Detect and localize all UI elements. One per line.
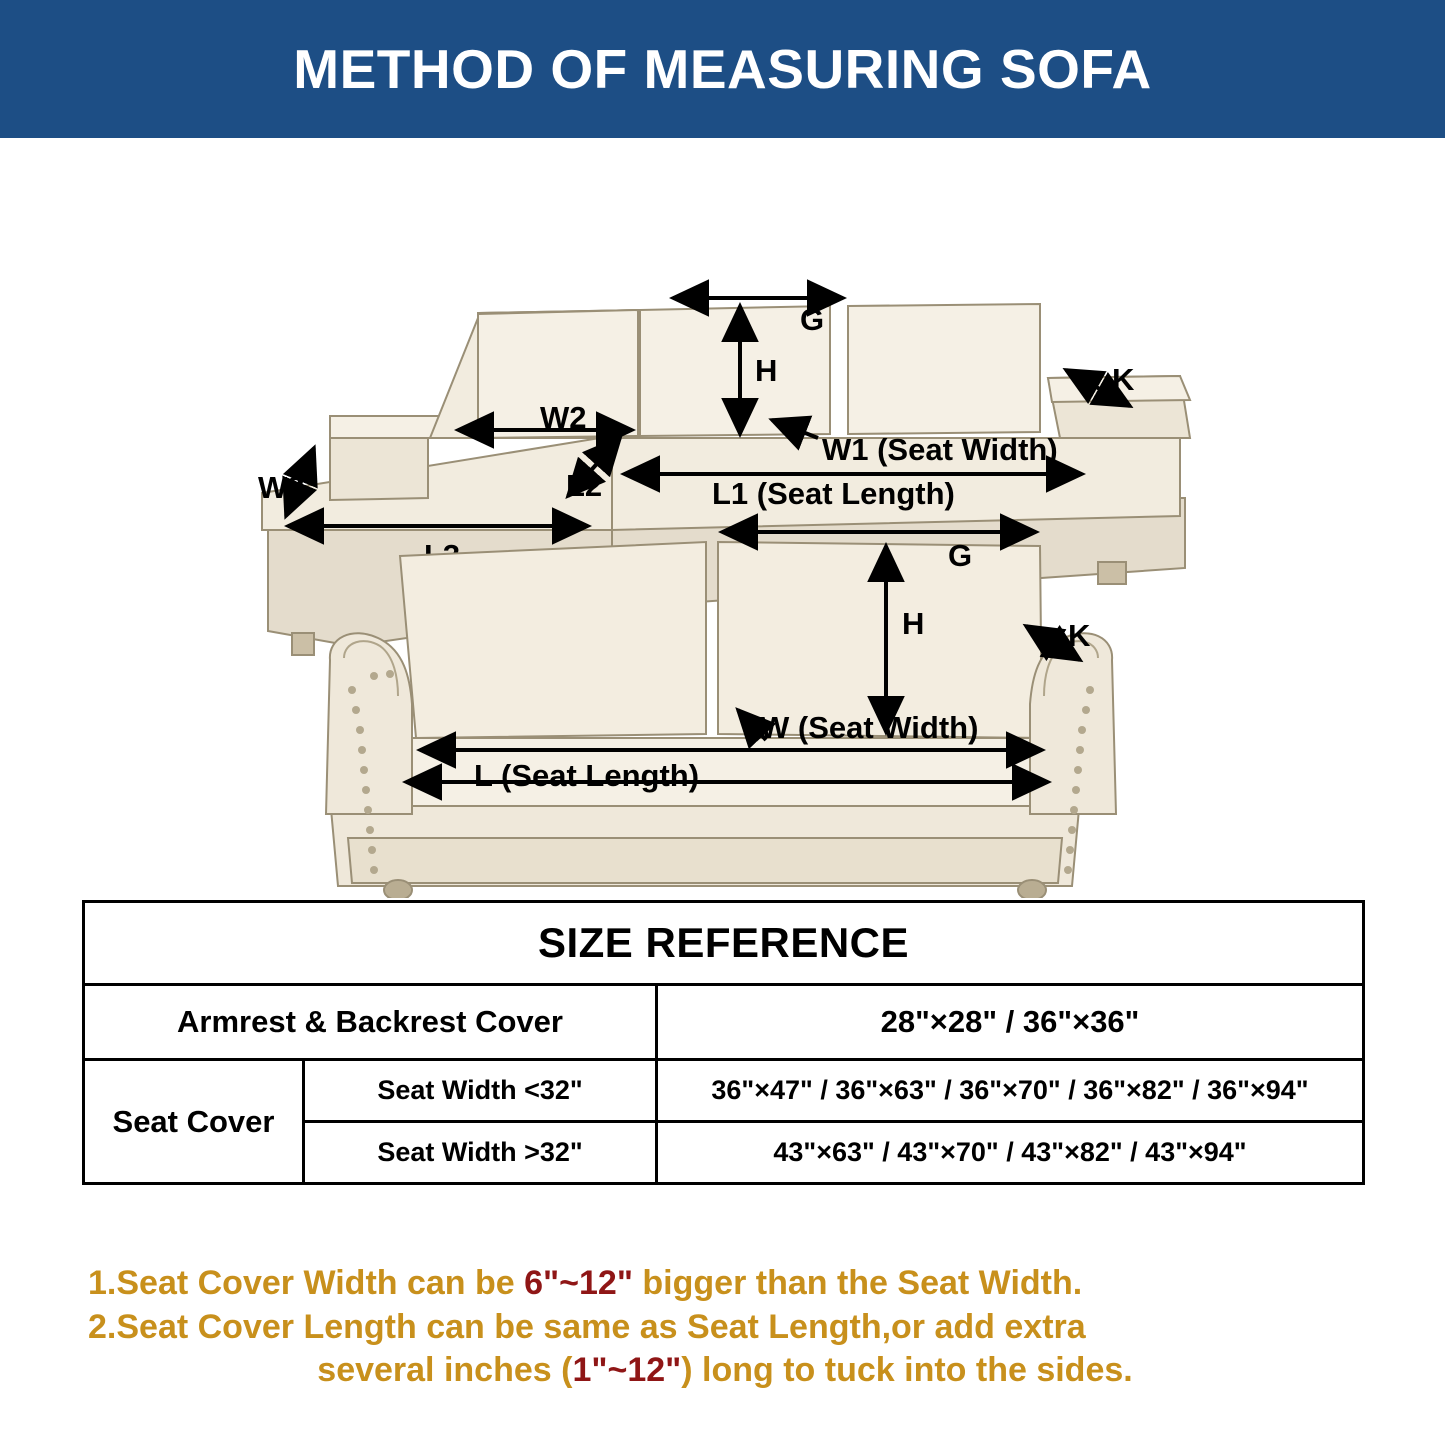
label-w1: W1 (Seat Width) [822, 432, 1058, 467]
note2-text: 2.Seat Cover Length can be same as Seat Length,or add extra [88, 1307, 1086, 1346]
page-title: METHOD OF MEASURING SOFA [293, 38, 1152, 100]
label-h-standard: H [902, 606, 925, 641]
seat-width-over-label: Seat Width >32" [304, 1122, 657, 1184]
label-l2: L2 [566, 468, 603, 503]
seat-cover-label: Seat Cover [84, 1060, 304, 1184]
seat-width-over-value: 43"×63" / 43"×70" / 43"×82" / 43"×94" [657, 1122, 1364, 1184]
header-banner [0, 0, 1445, 138]
label-h-sectional: H [755, 353, 778, 388]
size-reference-table [82, 900, 1365, 1185]
note-line-1 [60, 1262, 1390, 1306]
label-w-standard: W (Seat Width) [760, 710, 979, 745]
label-l-standard: L (Seat Length) [474, 758, 700, 793]
label-w2: W2 [540, 400, 587, 435]
note3-highlight: 1"~12" [572, 1351, 682, 1390]
note3-text-a: several inches ( [317, 1351, 573, 1390]
armrest-backrest-value: 28"×28" / 36"×36" [657, 985, 1364, 1060]
notes-section [60, 1262, 1390, 1393]
note-line-2 [60, 1306, 1390, 1350]
label-l1: L1 (Seat Length) [712, 476, 955, 511]
note1-text-b: bigger than the Seat Width. [632, 1264, 1083, 1302]
table-row [84, 1060, 1364, 1122]
standard-sofa-illustration [326, 532, 1116, 898]
seat-width-under-label: Seat Width <32" [304, 1060, 657, 1122]
note1-highlight: 6"~12" [524, 1264, 633, 1302]
table-row [84, 985, 1364, 1060]
sofa-measurement-diagram [0, 138, 1445, 898]
label-k-sectional: K [1112, 362, 1135, 397]
table-row-title [84, 902, 1364, 985]
size-reference-title: SIZE REFERENCE [84, 902, 1364, 985]
label-w3: W3 [258, 470, 305, 505]
note1-text-a: 1.Seat Cover Width can be [88, 1264, 525, 1302]
seat-width-under-value: 36"×47" / 36"×63" / 36"×70" / 36"×82" / 36"×94" [657, 1060, 1364, 1122]
label-g-standard: G [948, 538, 973, 573]
label-g-sectional: G [800, 302, 825, 337]
armrest-backrest-label: Armrest & Backrest Cover [84, 985, 657, 1060]
note-line-3 [60, 1349, 1390, 1393]
label-k-standard: K [1068, 618, 1091, 653]
note3-text-b: ) long to tuck into the sides. [681, 1351, 1133, 1390]
